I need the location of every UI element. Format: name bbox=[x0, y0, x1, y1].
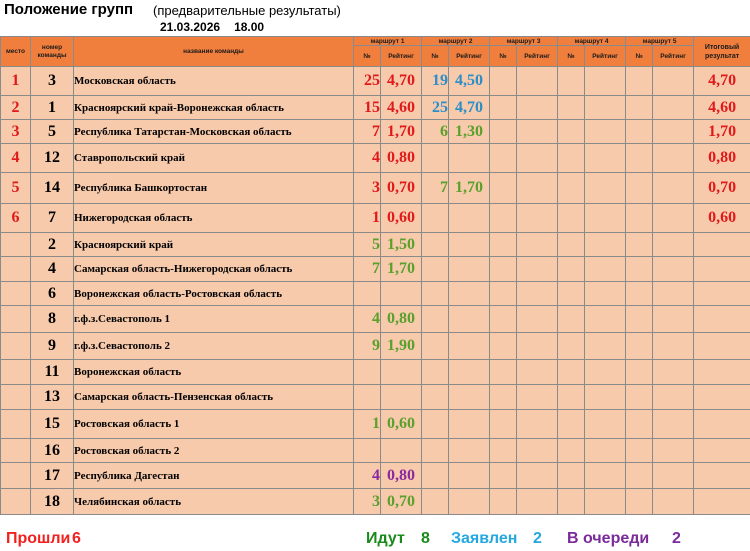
route-5-no bbox=[626, 489, 653, 515]
route-5-rating bbox=[653, 282, 694, 306]
team-place bbox=[1, 282, 31, 306]
team-number: 1 bbox=[31, 96, 74, 120]
route-4-rating bbox=[585, 489, 626, 515]
team-name: Ростовская область 2 bbox=[74, 439, 354, 463]
route-1-no: 15 bbox=[354, 96, 381, 120]
route-4-no bbox=[558, 489, 585, 515]
route-3-rating bbox=[517, 333, 558, 360]
route-1-rating: 0,70 bbox=[381, 489, 422, 515]
passed-label: Прошли bbox=[6, 530, 71, 547]
route-5-rating bbox=[653, 257, 694, 282]
team-final-result bbox=[694, 282, 750, 306]
route-5-no bbox=[626, 333, 653, 360]
queued-label: В очереди bbox=[567, 530, 650, 547]
route-2-no bbox=[422, 257, 449, 282]
route-5-rating bbox=[653, 360, 694, 385]
header-route-3-rating: Рейтинг bbox=[517, 46, 558, 67]
team-row bbox=[1, 360, 750, 385]
passed-count: 6 bbox=[72, 530, 81, 547]
route-1-no bbox=[354, 439, 381, 463]
route-3-no bbox=[490, 439, 517, 463]
route-4-rating bbox=[585, 333, 626, 360]
route-5-no bbox=[626, 173, 653, 204]
route-2-rating bbox=[449, 306, 490, 333]
route-4-rating bbox=[585, 204, 626, 233]
route-3-rating bbox=[517, 439, 558, 463]
route-1-no: 7 bbox=[354, 257, 381, 282]
route-2-rating bbox=[449, 439, 490, 463]
team-place: 4 bbox=[1, 144, 31, 173]
route-3-no bbox=[490, 173, 517, 204]
route-3-rating bbox=[517, 96, 558, 120]
route-2-rating: 4,50 bbox=[449, 67, 490, 96]
team-number: 8 bbox=[31, 306, 74, 333]
team-place bbox=[1, 233, 31, 257]
route-2-no bbox=[422, 410, 449, 439]
team-row bbox=[1, 385, 750, 410]
route-3-rating bbox=[517, 257, 558, 282]
route-4-rating bbox=[585, 96, 626, 120]
header-final: Итоговый результат bbox=[694, 37, 750, 67]
route-3-rating bbox=[517, 120, 558, 144]
team-name: Республика Башкортостан bbox=[74, 173, 354, 204]
route-1-no: 4 bbox=[354, 306, 381, 333]
route-4-no bbox=[558, 173, 585, 204]
team-number: 7 bbox=[31, 204, 74, 233]
route-1-no: 1 bbox=[354, 410, 381, 439]
team-number: 12 bbox=[31, 144, 74, 173]
team-place: 6 bbox=[1, 204, 31, 233]
header-route-1-rating: Рейтинг bbox=[381, 46, 422, 67]
route-2-no bbox=[422, 385, 449, 410]
team-final-result bbox=[694, 385, 750, 410]
team-name: Республика Татарстан-Московская область bbox=[74, 120, 354, 144]
route-1-rating bbox=[381, 360, 422, 385]
route-4-rating bbox=[585, 282, 626, 306]
header-route-1: маршрут 1 bbox=[354, 37, 422, 46]
header-route-2-rating: Рейтинг bbox=[449, 46, 490, 67]
status-summary bbox=[0, 520, 750, 551]
team-name: Красноярский край bbox=[74, 233, 354, 257]
team-row bbox=[1, 333, 750, 360]
route-2-no: 7 bbox=[422, 173, 449, 204]
route-4-no bbox=[558, 257, 585, 282]
route-5-no bbox=[626, 204, 653, 233]
route-2-no bbox=[422, 144, 449, 173]
route-1-no bbox=[354, 282, 381, 306]
route-5-no bbox=[626, 144, 653, 173]
route-1-rating: 1,50 bbox=[381, 233, 422, 257]
route-1-rating: 0,80 bbox=[381, 463, 422, 489]
route-4-no bbox=[558, 67, 585, 96]
route-1-no: 5 bbox=[354, 233, 381, 257]
team-final-result bbox=[694, 306, 750, 333]
team-row bbox=[1, 410, 750, 439]
route-3-no bbox=[490, 96, 517, 120]
route-4-no bbox=[558, 410, 585, 439]
route-1-rating: 0,80 bbox=[381, 306, 422, 333]
team-place bbox=[1, 410, 31, 439]
route-1-rating: 0,70 bbox=[381, 173, 422, 204]
team-number: 18 bbox=[31, 489, 74, 515]
route-2-no: 19 bbox=[422, 67, 449, 96]
route-5-rating bbox=[653, 333, 694, 360]
route-2-rating bbox=[449, 410, 490, 439]
route-3-no bbox=[490, 282, 517, 306]
team-final-result: 4,60 bbox=[694, 96, 750, 120]
team-name: Ставропольский край bbox=[74, 144, 354, 173]
team-row bbox=[1, 282, 750, 306]
team-name: Самарская область-Пензенская область bbox=[74, 385, 354, 410]
team-row bbox=[1, 306, 750, 333]
route-1-no: 25 bbox=[354, 67, 381, 96]
team-row bbox=[1, 173, 750, 204]
route-3-no bbox=[490, 67, 517, 96]
route-3-no bbox=[490, 144, 517, 173]
team-final-result bbox=[694, 233, 750, 257]
route-2-no bbox=[422, 489, 449, 515]
route-1-rating bbox=[381, 282, 422, 306]
route-3-rating bbox=[517, 463, 558, 489]
header-route-1-no: № bbox=[354, 46, 381, 67]
route-2-rating bbox=[449, 257, 490, 282]
route-5-no bbox=[626, 120, 653, 144]
team-final-result: 0,80 bbox=[694, 144, 750, 173]
route-4-no bbox=[558, 120, 585, 144]
route-2-no bbox=[422, 439, 449, 463]
team-row bbox=[1, 204, 750, 233]
route-3-no bbox=[490, 360, 517, 385]
team-name: Самарская область-Нижегородская область bbox=[74, 257, 354, 282]
route-3-rating bbox=[517, 144, 558, 173]
route-5-rating bbox=[653, 233, 694, 257]
route-4-no bbox=[558, 463, 585, 489]
route-4-no bbox=[558, 233, 585, 257]
team-row bbox=[1, 67, 750, 96]
team-number: 3 bbox=[31, 67, 74, 96]
team-name: Республика Дагестан bbox=[74, 463, 354, 489]
route-3-no bbox=[490, 489, 517, 515]
route-1-rating: 1,90 bbox=[381, 333, 422, 360]
route-2-no bbox=[422, 360, 449, 385]
route-4-rating bbox=[585, 120, 626, 144]
results-table bbox=[0, 36, 750, 515]
team-number: 4 bbox=[31, 257, 74, 282]
route-5-rating bbox=[653, 385, 694, 410]
route-1-rating: 4,60 bbox=[381, 96, 422, 120]
team-row bbox=[1, 489, 750, 515]
route-4-no bbox=[558, 144, 585, 173]
route-1-no: 4 bbox=[354, 144, 381, 173]
route-3-rating bbox=[517, 173, 558, 204]
team-final-result: 1,70 bbox=[694, 120, 750, 144]
route-1-no bbox=[354, 360, 381, 385]
route-5-rating bbox=[653, 173, 694, 204]
team-place: 3 bbox=[1, 120, 31, 144]
route-4-rating bbox=[585, 144, 626, 173]
route-4-rating bbox=[585, 439, 626, 463]
route-3-rating bbox=[517, 204, 558, 233]
route-2-rating bbox=[449, 489, 490, 515]
route-1-rating: 1,70 bbox=[381, 120, 422, 144]
team-final-result bbox=[694, 463, 750, 489]
route-3-rating bbox=[517, 489, 558, 515]
route-5-no bbox=[626, 233, 653, 257]
team-number: 17 bbox=[31, 463, 74, 489]
route-2-rating: 4,70 bbox=[449, 96, 490, 120]
route-4-no bbox=[558, 282, 585, 306]
header-place: место bbox=[1, 37, 31, 67]
route-2-rating bbox=[449, 463, 490, 489]
in-progress-label: Идут bbox=[366, 530, 405, 547]
team-place bbox=[1, 360, 31, 385]
route-1-rating: 4,70 bbox=[381, 67, 422, 96]
route-2-no bbox=[422, 306, 449, 333]
route-3-no bbox=[490, 233, 517, 257]
route-2-rating bbox=[449, 385, 490, 410]
team-row bbox=[1, 463, 750, 489]
in-progress-count: 8 bbox=[421, 530, 430, 547]
route-1-rating: 0,80 bbox=[381, 144, 422, 173]
route-2-no bbox=[422, 204, 449, 233]
route-5-no bbox=[626, 257, 653, 282]
route-2-no bbox=[422, 463, 449, 489]
route-3-no bbox=[490, 120, 517, 144]
team-number: 2 bbox=[31, 233, 74, 257]
route-2-rating bbox=[449, 282, 490, 306]
route-5-rating bbox=[653, 306, 694, 333]
team-place bbox=[1, 333, 31, 360]
route-1-no: 3 bbox=[354, 173, 381, 204]
route-5-rating bbox=[653, 439, 694, 463]
team-row bbox=[1, 257, 750, 282]
route-2-rating: 1,30 bbox=[449, 120, 490, 144]
team-place: 2 bbox=[1, 96, 31, 120]
team-place bbox=[1, 306, 31, 333]
route-5-rating bbox=[653, 489, 694, 515]
team-name: Нижегородская область bbox=[74, 204, 354, 233]
route-4-no bbox=[558, 96, 585, 120]
team-row bbox=[1, 96, 750, 120]
declared-label: Заявлен bbox=[451, 530, 518, 547]
route-5-no bbox=[626, 306, 653, 333]
route-3-no bbox=[490, 385, 517, 410]
route-4-no bbox=[558, 204, 585, 233]
team-final-result bbox=[694, 439, 750, 463]
header-route-5-rating: Рейтинг bbox=[653, 46, 694, 67]
team-final-result: 0,60 bbox=[694, 204, 750, 233]
team-final-result bbox=[694, 489, 750, 515]
route-5-rating bbox=[653, 463, 694, 489]
route-4-rating bbox=[585, 306, 626, 333]
team-number: 15 bbox=[31, 410, 74, 439]
route-4-rating bbox=[585, 410, 626, 439]
team-place: 5 bbox=[1, 173, 31, 204]
route-4-rating bbox=[585, 463, 626, 489]
header-route-5: маршрут 5 bbox=[626, 37, 694, 46]
header-team-number: номер команды bbox=[31, 37, 74, 67]
route-1-rating: 0,60 bbox=[381, 410, 422, 439]
route-5-no bbox=[626, 439, 653, 463]
route-1-no bbox=[354, 385, 381, 410]
route-1-rating: 1,70 bbox=[381, 257, 422, 282]
route-1-no: 3 bbox=[354, 489, 381, 515]
route-3-no bbox=[490, 204, 517, 233]
route-2-no bbox=[422, 333, 449, 360]
route-5-no bbox=[626, 463, 653, 489]
team-number: 16 bbox=[31, 439, 74, 463]
route-5-no bbox=[626, 67, 653, 96]
route-5-rating bbox=[653, 67, 694, 96]
route-5-rating bbox=[653, 204, 694, 233]
route-2-no: 6 bbox=[422, 120, 449, 144]
team-number: 9 bbox=[31, 333, 74, 360]
declared-count: 2 bbox=[533, 530, 542, 547]
route-3-rating bbox=[517, 282, 558, 306]
route-2-no bbox=[422, 233, 449, 257]
route-3-no bbox=[490, 410, 517, 439]
route-2-rating bbox=[449, 333, 490, 360]
header-route-5-no: № bbox=[626, 46, 653, 67]
report-datetime bbox=[160, 20, 264, 34]
team-place bbox=[1, 463, 31, 489]
team-final-result: 0,70 bbox=[694, 173, 750, 204]
route-3-no bbox=[490, 306, 517, 333]
route-5-no bbox=[626, 385, 653, 410]
queued-count: 2 bbox=[672, 530, 681, 547]
team-final-result bbox=[694, 360, 750, 385]
team-place: 1 bbox=[1, 67, 31, 96]
route-3-rating bbox=[517, 67, 558, 96]
team-place bbox=[1, 257, 31, 282]
route-5-rating bbox=[653, 144, 694, 173]
report-time: 18.00 bbox=[234, 20, 265, 34]
route-4-no bbox=[558, 385, 585, 410]
route-4-rating bbox=[585, 67, 626, 96]
team-number: 14 bbox=[31, 173, 74, 204]
team-row bbox=[1, 439, 750, 463]
route-2-rating: 1,70 bbox=[449, 173, 490, 204]
route-1-no: 1 bbox=[354, 204, 381, 233]
team-name: Ростовская область 1 bbox=[74, 410, 354, 439]
page-subtitle: (предварительные результаты) bbox=[153, 3, 341, 18]
route-1-no: 7 bbox=[354, 120, 381, 144]
header-route-2: маршрут 2 bbox=[422, 37, 490, 46]
route-3-rating bbox=[517, 360, 558, 385]
header-route-3: маршрут 3 bbox=[490, 37, 558, 46]
route-2-no: 25 bbox=[422, 96, 449, 120]
team-name: Воронежская область bbox=[74, 360, 354, 385]
team-name: Московская область bbox=[74, 67, 354, 96]
header-route-4: маршрут 4 bbox=[558, 37, 626, 46]
header-route-4-no: № bbox=[558, 46, 585, 67]
route-4-rating bbox=[585, 360, 626, 385]
route-5-rating bbox=[653, 120, 694, 144]
route-2-no bbox=[422, 282, 449, 306]
route-2-rating bbox=[449, 360, 490, 385]
route-4-no bbox=[558, 333, 585, 360]
team-final-result bbox=[694, 333, 750, 360]
team-final-result bbox=[694, 257, 750, 282]
route-5-no bbox=[626, 360, 653, 385]
route-3-rating bbox=[517, 233, 558, 257]
route-4-no bbox=[558, 306, 585, 333]
route-5-no bbox=[626, 282, 653, 306]
team-row bbox=[1, 144, 750, 173]
page-header bbox=[0, 0, 750, 36]
team-row bbox=[1, 120, 750, 144]
route-4-rating bbox=[585, 233, 626, 257]
header-route-2-no: № bbox=[422, 46, 449, 67]
team-name: Воронежская область-Ростовская область bbox=[74, 282, 354, 306]
team-name: Челябинская область bbox=[74, 489, 354, 515]
route-1-rating bbox=[381, 439, 422, 463]
route-3-rating bbox=[517, 410, 558, 439]
route-4-no bbox=[558, 360, 585, 385]
team-name: Красноярский край-Воронежская область bbox=[74, 96, 354, 120]
route-3-rating bbox=[517, 385, 558, 410]
team-place bbox=[1, 385, 31, 410]
route-2-rating bbox=[449, 144, 490, 173]
route-4-rating bbox=[585, 173, 626, 204]
report-date: 21.03.2026 bbox=[160, 20, 221, 34]
route-3-no bbox=[490, 463, 517, 489]
route-1-rating bbox=[381, 385, 422, 410]
header-team-name: название команды bbox=[74, 37, 354, 67]
route-1-no: 4 bbox=[354, 463, 381, 489]
team-number: 5 bbox=[31, 120, 74, 144]
team-place bbox=[1, 489, 31, 515]
route-4-no bbox=[558, 439, 585, 463]
team-final-result: 4,70 bbox=[694, 67, 750, 96]
route-4-rating bbox=[585, 257, 626, 282]
route-4-rating bbox=[585, 385, 626, 410]
route-3-no bbox=[490, 257, 517, 282]
header-route-3-no: № bbox=[490, 46, 517, 67]
team-name: г.ф.з.Севастополь 2 bbox=[74, 333, 354, 360]
team-number: 11 bbox=[31, 360, 74, 385]
team-number: 6 bbox=[31, 282, 74, 306]
route-3-no bbox=[490, 333, 517, 360]
route-5-rating bbox=[653, 96, 694, 120]
team-final-result bbox=[694, 410, 750, 439]
team-place bbox=[1, 439, 31, 463]
team-name: г.ф.з.Севастополь 1 bbox=[74, 306, 354, 333]
route-3-rating bbox=[517, 306, 558, 333]
route-2-rating bbox=[449, 233, 490, 257]
team-row bbox=[1, 233, 750, 257]
team-number: 13 bbox=[31, 385, 74, 410]
page-title: Положение групп bbox=[4, 1, 134, 18]
header-route-4-rating: Рейтинг bbox=[585, 46, 626, 67]
route-5-rating bbox=[653, 410, 694, 439]
route-1-no: 9 bbox=[354, 333, 381, 360]
route-2-rating bbox=[449, 204, 490, 233]
route-5-no bbox=[626, 410, 653, 439]
route-5-no bbox=[626, 96, 653, 120]
route-1-rating: 0,60 bbox=[381, 204, 422, 233]
